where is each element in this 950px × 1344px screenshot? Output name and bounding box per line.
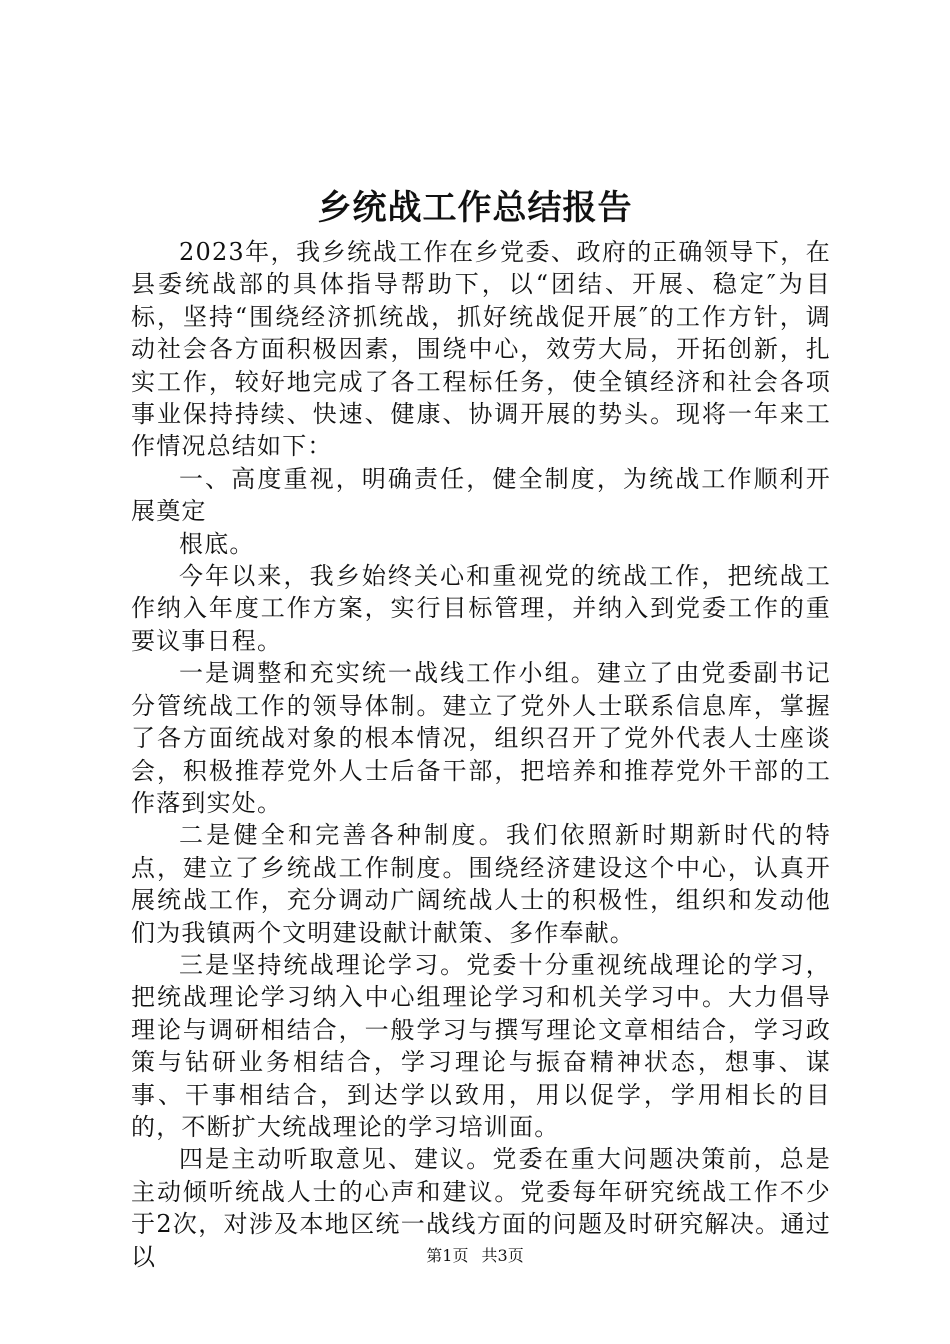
section-heading-1: 一、高度重视，明确责任，健全制度，为统战工作顺利开展奠定: [131, 464, 831, 526]
paragraph-point-2: 二是健全和完善各种制度。我们依照新时期新时代的特点，建立了乡统战工作制度。围绕经济建设这个中心，认真开展统战工作，充分调动广阔统战人士的积极性，组织和发动他们为我镇两个文明建设献计献策、多作奉献。: [131, 821, 831, 947]
page-number: 第1页: [426, 1246, 469, 1265]
document-title: 乡统战工作总结报告: [317, 188, 633, 228]
paragraph-point-4: 四是主动听取意见、建议。党委在重大问题决策前，总是主动倾听统战人士的心声和建议。党委每年研究统战工作不少于2次，对涉及本地区统一战线方面的问题及时研究解决。通过以: [131, 1145, 831, 1271]
paragraph-overview: 今年以来，我乡始终关心和重视党的统战工作，把统战工作纳入年度工作方案，实行目标管理，并纳入到党委工作的重要议事日程。: [131, 562, 831, 655]
paragraph-intro: 2023年，我乡统战工作在乡党委、政府的正确领导下，在县委统战部的具体指导帮助下，以“团结、开展、稳定″为目标，坚持“围绕经济抓统战，抓好统战促开展″的工作方针，调动社会各方面积极因素，围绕中心，效劳大局，开拓创新，扎实工作，较好地完成了各工程标任务，使全镇经济和社会各项事业保持持续、快速、健康、协调开展的势头。现将一年来工作情况总结如下：: [131, 238, 831, 461]
paragraph-point-3: 三是坚持统战理论学习。党委十分重视统战理论的学习，把统战理论学习纳入中心组理论学习和机关学习中。大力倡导理论与调研相结合，一般学习与撰写理论文章相结合，学习政策与钻研业务相结合，学习理论与振奋精神状态，想事、谋事、干事相结合，到达学以致用，用以促学，学用相长的目的，不断扩大统战理论的学习培训面。: [131, 950, 831, 1141]
document-body: [131, 236, 831, 1273]
paragraph-point-1: 一是调整和充实统一战线工作小组。建立了由党委副书记分管统战工作的领导体制。建立了党外人士联系信息库，掌握了各方面统战对象的根本情况，组织召开了党外代表人士座谈会，积极推荐党外人士后备干部，把培养和推荐党外干部的工作落到实处。: [131, 659, 831, 817]
section-heading-1-continued: 根底。: [179, 529, 255, 558]
page-footer: [0, 1244, 950, 1268]
page-total: 共3页: [481, 1246, 524, 1265]
